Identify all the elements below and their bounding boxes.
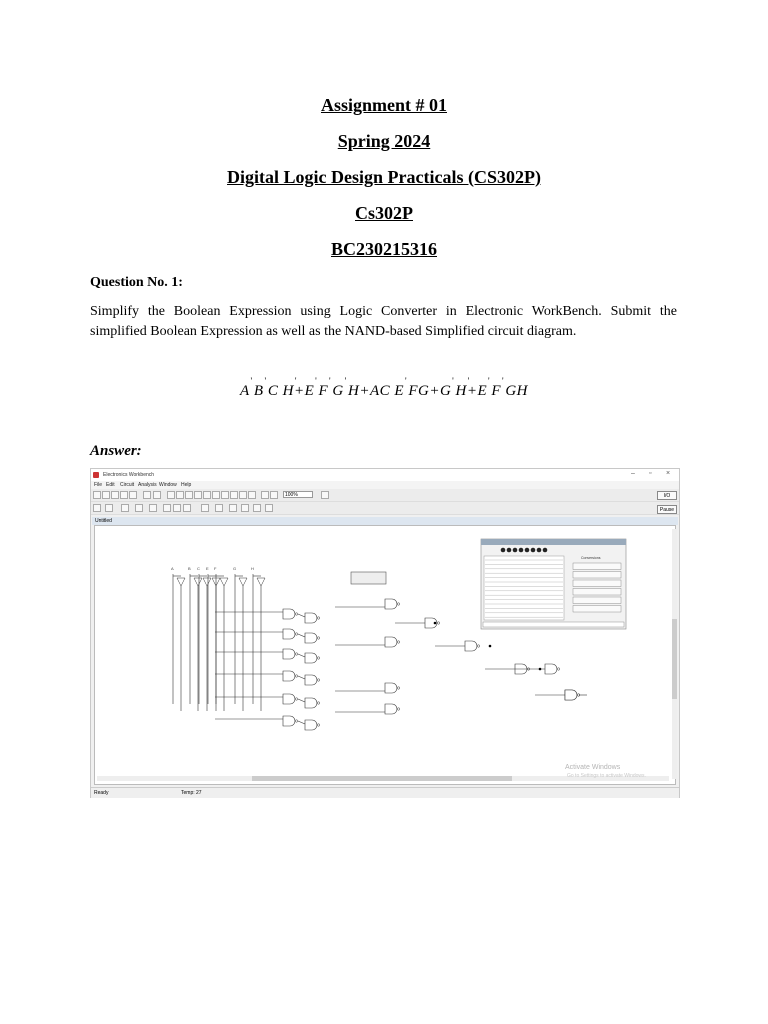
toolbar-main bbox=[91, 489, 679, 502]
toolbar-button[interactable] bbox=[221, 491, 229, 499]
expression-term: E ' bbox=[394, 383, 404, 399]
not-gate-icon bbox=[194, 578, 202, 586]
question-label: Question No. 1: bbox=[90, 275, 183, 290]
input-label: F bbox=[214, 566, 217, 571]
nand-gate-icon bbox=[283, 716, 295, 726]
nand-gate-icon bbox=[305, 675, 317, 685]
conversion-button bbox=[573, 572, 621, 579]
canvas-titlebar bbox=[92, 517, 678, 525]
nand-gate-icon bbox=[465, 641, 477, 651]
toolbar-button[interactable] bbox=[129, 491, 137, 499]
zoom-select[interactable]: 100% bbox=[283, 491, 313, 498]
student-id-heading: BC230215316 bbox=[330, 239, 437, 259]
toolbar-button[interactable] bbox=[248, 491, 256, 499]
gate-bubble bbox=[317, 702, 319, 704]
nand-gate-icon bbox=[283, 649, 295, 659]
toolbar-button[interactable] bbox=[230, 491, 238, 499]
junction-dot bbox=[489, 645, 492, 648]
not-gate-icon bbox=[239, 578, 247, 586]
input-terminal-icon bbox=[531, 548, 536, 553]
expression-term: H ' bbox=[283, 383, 294, 399]
parts-bin-button[interactable] bbox=[265, 504, 273, 512]
expression-term: F ' bbox=[491, 383, 501, 399]
nand-gate-icon bbox=[283, 694, 295, 704]
menu-item-window[interactable]: Window bbox=[159, 482, 177, 488]
gate-bubble bbox=[397, 603, 399, 605]
truth-table bbox=[484, 556, 564, 620]
expression-term: G ' bbox=[440, 383, 451, 399]
gate-bubble bbox=[477, 645, 479, 647]
not-gate-icon bbox=[220, 578, 228, 586]
expression-term: + bbox=[466, 383, 478, 399]
window-titlebar bbox=[91, 469, 679, 481]
expression-term: + bbox=[429, 383, 440, 399]
question-text: Simplify the Boolean Expression using Logic Converter in Electronic WorkBench. Submit the simplified Boolean Expression as well as the NAND-based Simplified circuit diagram. bbox=[90, 304, 677, 339]
logic-converter-icon bbox=[351, 572, 386, 584]
junction-dot bbox=[434, 622, 437, 625]
toolbar-button[interactable] bbox=[261, 491, 269, 499]
window-title: Electronics Workbench bbox=[103, 472, 155, 478]
parts-bin-button[interactable] bbox=[173, 504, 181, 512]
toolbar-button[interactable] bbox=[102, 491, 110, 499]
maximize-icon[interactable]: ▫ bbox=[649, 470, 652, 477]
nand-gate-icon bbox=[385, 637, 397, 647]
conversion-button bbox=[573, 606, 621, 613]
canvas-title: Untitled bbox=[95, 518, 112, 524]
menu-item-analysis[interactable]: Analysis bbox=[138, 482, 157, 488]
menu-item-circuit[interactable]: Circuit bbox=[120, 482, 135, 488]
semester-heading: Spring 2024 bbox=[337, 131, 431, 151]
expression-term: + bbox=[293, 383, 305, 399]
input-label: H bbox=[251, 566, 254, 571]
expression-term: B ' bbox=[254, 383, 264, 399]
gate-bubble bbox=[295, 720, 297, 722]
conversion-button bbox=[573, 563, 621, 570]
menu-item-edit[interactable]: Edit bbox=[106, 482, 115, 488]
input-terminal-icon bbox=[525, 548, 530, 553]
toolbar-button[interactable] bbox=[203, 491, 211, 499]
gate-bubble bbox=[317, 617, 319, 619]
expression-term: C bbox=[267, 383, 279, 399]
junction-dot bbox=[539, 668, 542, 671]
nand-gate-icon bbox=[565, 690, 577, 700]
app-icon bbox=[93, 472, 99, 478]
expression-term: E ' bbox=[478, 383, 488, 399]
course-heading: Digital Logic Design Practicals (CS302P) bbox=[227, 167, 541, 187]
toolbar-button[interactable] bbox=[212, 491, 220, 499]
parts-bin-button[interactable] bbox=[93, 504, 101, 512]
nand-gate-icon bbox=[385, 704, 397, 714]
toolbar-button[interactable] bbox=[239, 491, 247, 499]
parts-bin-button[interactable] bbox=[105, 504, 113, 512]
close-icon[interactable]: × bbox=[666, 470, 671, 477]
expression-term: FG bbox=[408, 383, 430, 399]
parts-bin-button[interactable] bbox=[201, 504, 209, 512]
expression-term: E ' bbox=[305, 383, 315, 399]
parts-bin-button[interactable] bbox=[253, 504, 261, 512]
gate-bubble bbox=[557, 668, 559, 670]
expression-term: AC bbox=[369, 383, 391, 399]
gate-bubble bbox=[397, 687, 399, 689]
expression-term: H ' bbox=[456, 383, 467, 399]
parts-bin-button[interactable] bbox=[135, 504, 143, 512]
gate-bubble bbox=[295, 653, 297, 655]
gate-bubble bbox=[295, 698, 297, 700]
nand-gate-icon bbox=[283, 629, 295, 639]
input-label: A bbox=[171, 566, 174, 571]
expression-term: F ' bbox=[318, 383, 328, 399]
wire bbox=[298, 634, 305, 637]
input-terminal-icon bbox=[513, 548, 518, 553]
menu-item-help[interactable]: Help bbox=[181, 482, 192, 488]
status-ready: Ready bbox=[94, 790, 109, 796]
input-terminal-icon bbox=[519, 548, 524, 553]
parts-bin-button[interactable] bbox=[241, 504, 249, 512]
nand-gate-icon bbox=[385, 599, 397, 609]
logic-converter-titlebar bbox=[481, 539, 626, 545]
expression-term: + bbox=[359, 383, 370, 399]
gate-bubble bbox=[317, 724, 319, 726]
expression-term: H bbox=[348, 383, 360, 399]
wire bbox=[298, 614, 305, 617]
toolbar-button[interactable] bbox=[270, 491, 278, 499]
conversion-button bbox=[573, 589, 621, 596]
toolbar-button[interactable] bbox=[185, 491, 193, 499]
minimize-icon[interactable]: – bbox=[631, 470, 635, 477]
parts-bin-button[interactable] bbox=[163, 504, 171, 512]
gate-bubble bbox=[397, 641, 399, 643]
nand-gate-icon bbox=[283, 671, 295, 681]
gate-bubble bbox=[397, 708, 399, 710]
pause-button[interactable]: Pause bbox=[657, 505, 677, 514]
nand-gate-icon bbox=[305, 653, 317, 663]
activation-watermark-sub: Go to Settings to activate Windows. bbox=[567, 773, 646, 779]
nand-gate-icon bbox=[305, 720, 317, 730]
expression-term: G ' bbox=[332, 383, 343, 399]
gate-bubble bbox=[317, 657, 319, 659]
conversion-button bbox=[573, 597, 621, 604]
parts-bin-button[interactable] bbox=[183, 504, 191, 512]
toolbar-button[interactable] bbox=[153, 491, 161, 499]
input-label: G bbox=[233, 566, 237, 571]
electronics-workbench-screenshot bbox=[90, 468, 680, 798]
course-code-heading: Cs302P bbox=[355, 203, 413, 223]
parts-bin-button[interactable] bbox=[215, 504, 223, 512]
expression-term: A ' bbox=[240, 383, 250, 399]
input-terminal-icon bbox=[501, 548, 506, 553]
expression-field bbox=[483, 622, 624, 627]
toolbar-button[interactable] bbox=[176, 491, 184, 499]
nand-gate-icon bbox=[305, 633, 317, 643]
input-terminal-icon bbox=[507, 548, 512, 553]
parts-bin-button[interactable] bbox=[121, 504, 129, 512]
wire bbox=[298, 721, 305, 724]
parts-bin-button[interactable] bbox=[229, 504, 237, 512]
wire bbox=[298, 654, 305, 657]
gate-bubble bbox=[295, 613, 297, 615]
boolean-expression bbox=[0, 383, 768, 400]
conversions-header: Conversions bbox=[581, 556, 601, 560]
assignment-title: Assignment # 01 bbox=[320, 95, 447, 115]
toolbar-button[interactable] bbox=[111, 491, 119, 499]
gate-bubble bbox=[437, 622, 439, 624]
gate-bubble bbox=[317, 679, 319, 681]
answer-label: Answer: bbox=[90, 443, 142, 459]
wire bbox=[298, 676, 305, 679]
conversion-button bbox=[573, 580, 621, 587]
menu-item-file[interactable]: File bbox=[94, 482, 103, 488]
toolbar-button[interactable] bbox=[143, 491, 151, 499]
input-terminal-icon bbox=[537, 548, 542, 553]
nand-gate-icon bbox=[545, 664, 557, 674]
input-label: E bbox=[206, 566, 209, 571]
expression-term: GH bbox=[505, 383, 529, 399]
nand-gate-icon bbox=[385, 683, 397, 693]
nand-gate-icon bbox=[283, 609, 295, 619]
toolbar-button[interactable] bbox=[93, 491, 101, 499]
input-label: B bbox=[188, 566, 191, 571]
nand-gate-icon bbox=[305, 613, 317, 623]
not-gate-icon bbox=[257, 578, 265, 586]
status-temp: Temp: 27 bbox=[181, 790, 202, 796]
circuit-canvas[interactable] bbox=[94, 525, 676, 785]
status-bar bbox=[91, 787, 679, 798]
toolbar-parts bbox=[91, 502, 679, 515]
gate-bubble bbox=[295, 633, 297, 635]
parts-bin-button[interactable] bbox=[149, 504, 157, 512]
gate-bubble bbox=[295, 675, 297, 677]
not-gate-icon bbox=[177, 578, 185, 586]
vertical-scrollbar[interactable] bbox=[672, 529, 677, 779]
input-label: C bbox=[197, 566, 200, 571]
wire bbox=[298, 699, 305, 702]
io-button[interactable]: I/O bbox=[657, 491, 677, 500]
input-terminal-icon bbox=[543, 548, 548, 553]
not-gate-icon bbox=[203, 578, 211, 586]
toolbar-button[interactable] bbox=[194, 491, 202, 499]
activation-watermark-title: Activate Windows bbox=[565, 764, 621, 771]
menu-bar bbox=[91, 481, 679, 489]
toolbar-button[interactable] bbox=[321, 491, 329, 499]
gate-bubble bbox=[317, 637, 319, 639]
circuit-diagram bbox=[95, 526, 675, 784]
toolbar-button[interactable] bbox=[120, 491, 128, 499]
nand-gate-icon bbox=[305, 698, 317, 708]
toolbar-button[interactable] bbox=[167, 491, 175, 499]
